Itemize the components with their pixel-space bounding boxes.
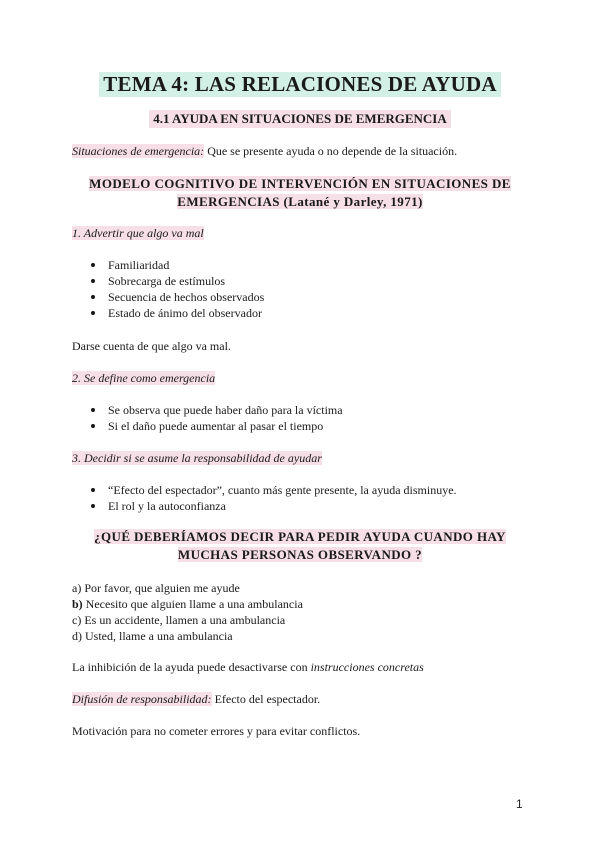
- situaciones-label: Situaciones de emergencia:: [72, 144, 205, 158]
- list-item: Estado de ánimo del observador: [72, 305, 542, 321]
- difusion-label: Difusión de responsabilidad:: [72, 692, 212, 706]
- page-title: TEMA 4: LAS RELACIONES DE AYUDA: [99, 72, 500, 97]
- option-b-text: Necesito que alguien llame a una ambulancia: [82, 597, 303, 611]
- step2-title: 2. Se define como emergencia: [72, 371, 216, 385]
- step1-list-block: [72, 257, 542, 321]
- situaciones-paragraph: [72, 143, 542, 159]
- step1-title: 1. Advertir que algo va mal: [72, 226, 204, 240]
- list-item: Secuencia de hechos observados: [72, 289, 542, 305]
- inhibicion-text: La inhibición de la ayuda puede desactivarse con: [72, 660, 311, 674]
- step2-list-block: [72, 402, 542, 434]
- list-item: El rol y la autoconfianza: [72, 498, 542, 514]
- question-heading-line1: ¿QUÉ DEBERÍAMOS DECIR PARA PEDIR AYUDA CUANDO HAY: [94, 529, 506, 544]
- section-title-block: [0, 110, 600, 128]
- inhibicion-italic: instrucciones concretas: [310, 660, 424, 674]
- situaciones-text: Que se presente ayuda o no depende de la situación.: [204, 144, 458, 158]
- option-c: c) Es un accidente, llamen a una ambulancia: [72, 613, 286, 627]
- options-block: [72, 580, 542, 644]
- list-item: Si el daño puede aumentar al pasar el tiempo: [72, 418, 542, 434]
- step1-note: Darse cuenta de que algo va mal.: [72, 339, 231, 353]
- section-title: 4.1 AYUDA EN SITUACIONES DE EMERGENCIA: [149, 110, 451, 128]
- motivacion-paragraph: Motivación para no cometer errores y para evitar conflictos.: [72, 724, 361, 738]
- list-item: “Efecto del espectador”, cuanto más gente presente, la ayuda disminuye.: [72, 482, 542, 498]
- page-number: 1: [516, 797, 523, 811]
- step2-list: [72, 402, 542, 434]
- option-b-prefix: b): [72, 597, 83, 611]
- model-heading-line1: MODELO COGNITIVO DE INTERVENCIÓN EN SITUACIONES DE: [89, 176, 511, 191]
- step1-title-block: [72, 225, 542, 241]
- option-d: d) Usted, llame a una ambulancia: [72, 629, 233, 643]
- model-heading-line2: EMERGENCIAS (Latané y Darley, 1971): [177, 194, 423, 209]
- step3-list: [72, 482, 542, 514]
- step3-title: 3. Decidir si se asume la responsabilidad de ayudar: [72, 451, 322, 465]
- title-block: [0, 72, 600, 97]
- step2-title-block: [72, 370, 542, 386]
- difusion-text: Efecto del espectador.: [211, 692, 321, 706]
- difusion-paragraph: [72, 691, 542, 707]
- option-b: [72, 596, 542, 612]
- list-item: Sobrecarga de estímulos: [72, 273, 542, 289]
- list-item: Se observa que puede haber daño para la víctima: [72, 402, 542, 418]
- list-item: Familiaridad: [72, 257, 542, 273]
- option-a: a) Por favor, que alguien me ayude: [72, 581, 240, 595]
- inhibicion-paragraph: [72, 659, 542, 675]
- step1-list: [72, 257, 542, 321]
- step3-list-block: [72, 482, 542, 514]
- step3-title-block: [72, 450, 542, 466]
- question-heading: [0, 528, 600, 564]
- model-heading: [0, 175, 600, 211]
- question-heading-line2: MUCHAS PERSONAS OBSERVANDO ?: [177, 547, 423, 562]
